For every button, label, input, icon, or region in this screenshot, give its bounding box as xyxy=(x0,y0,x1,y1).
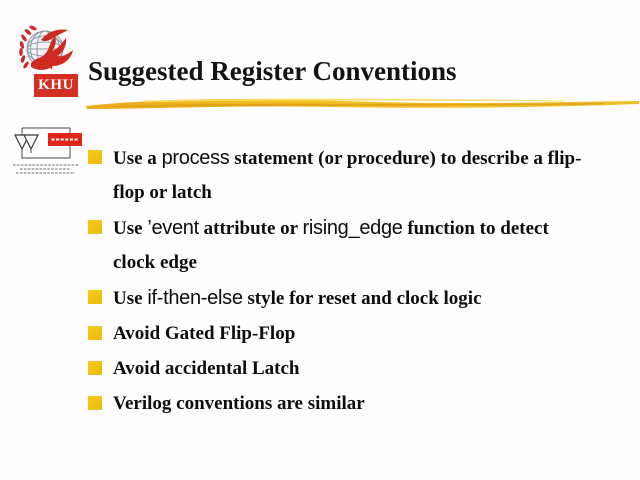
bullet-list xyxy=(88,141,593,422)
bullet-code-text: ’event xyxy=(147,217,199,239)
bullet-square-icon xyxy=(88,326,102,340)
khu-logo xyxy=(13,22,79,98)
bullet-square-icon xyxy=(88,150,102,164)
bullet-text: function to detect clock edge xyxy=(113,218,549,273)
bullet-item xyxy=(88,317,593,351)
bullet-code-text: rising_edge xyxy=(302,217,403,239)
bullet-item xyxy=(88,141,593,210)
bullet-square-icon xyxy=(88,290,102,304)
bullet-item xyxy=(88,387,593,421)
bullet-text: Avoid accidental Latch xyxy=(113,358,300,379)
bullet-text: attribute or xyxy=(198,218,303,239)
bullet-text: style for reset and clock logic xyxy=(242,288,482,309)
bullet-text: statement (or procedure) to describe a flip-flop or latch xyxy=(113,148,582,203)
bullet-square-icon xyxy=(88,361,102,375)
khu-logo-label: KHU xyxy=(34,74,78,97)
bullet-code-text: process xyxy=(161,147,230,169)
bullet-item xyxy=(88,211,593,280)
bullet-square-icon xyxy=(88,220,102,234)
bullet-item xyxy=(88,352,593,386)
bullet-text: Use a xyxy=(113,148,162,169)
bullet-text: Use xyxy=(113,218,148,239)
title-underline-brush xyxy=(84,94,640,114)
lab-logo-graphic xyxy=(7,125,85,177)
lab-logo xyxy=(7,125,85,177)
bullet-text: Verilog conventions are similar xyxy=(113,393,365,414)
bullet-item xyxy=(88,281,593,316)
bullet-text: Avoid Gated Flip-Flop xyxy=(113,323,296,344)
bullet-text: Use xyxy=(113,288,148,309)
bullet-square-icon xyxy=(88,396,102,410)
bullet-code-text: if-then-else xyxy=(147,287,243,309)
slide-title: Suggested Register Conventions xyxy=(88,56,457,86)
